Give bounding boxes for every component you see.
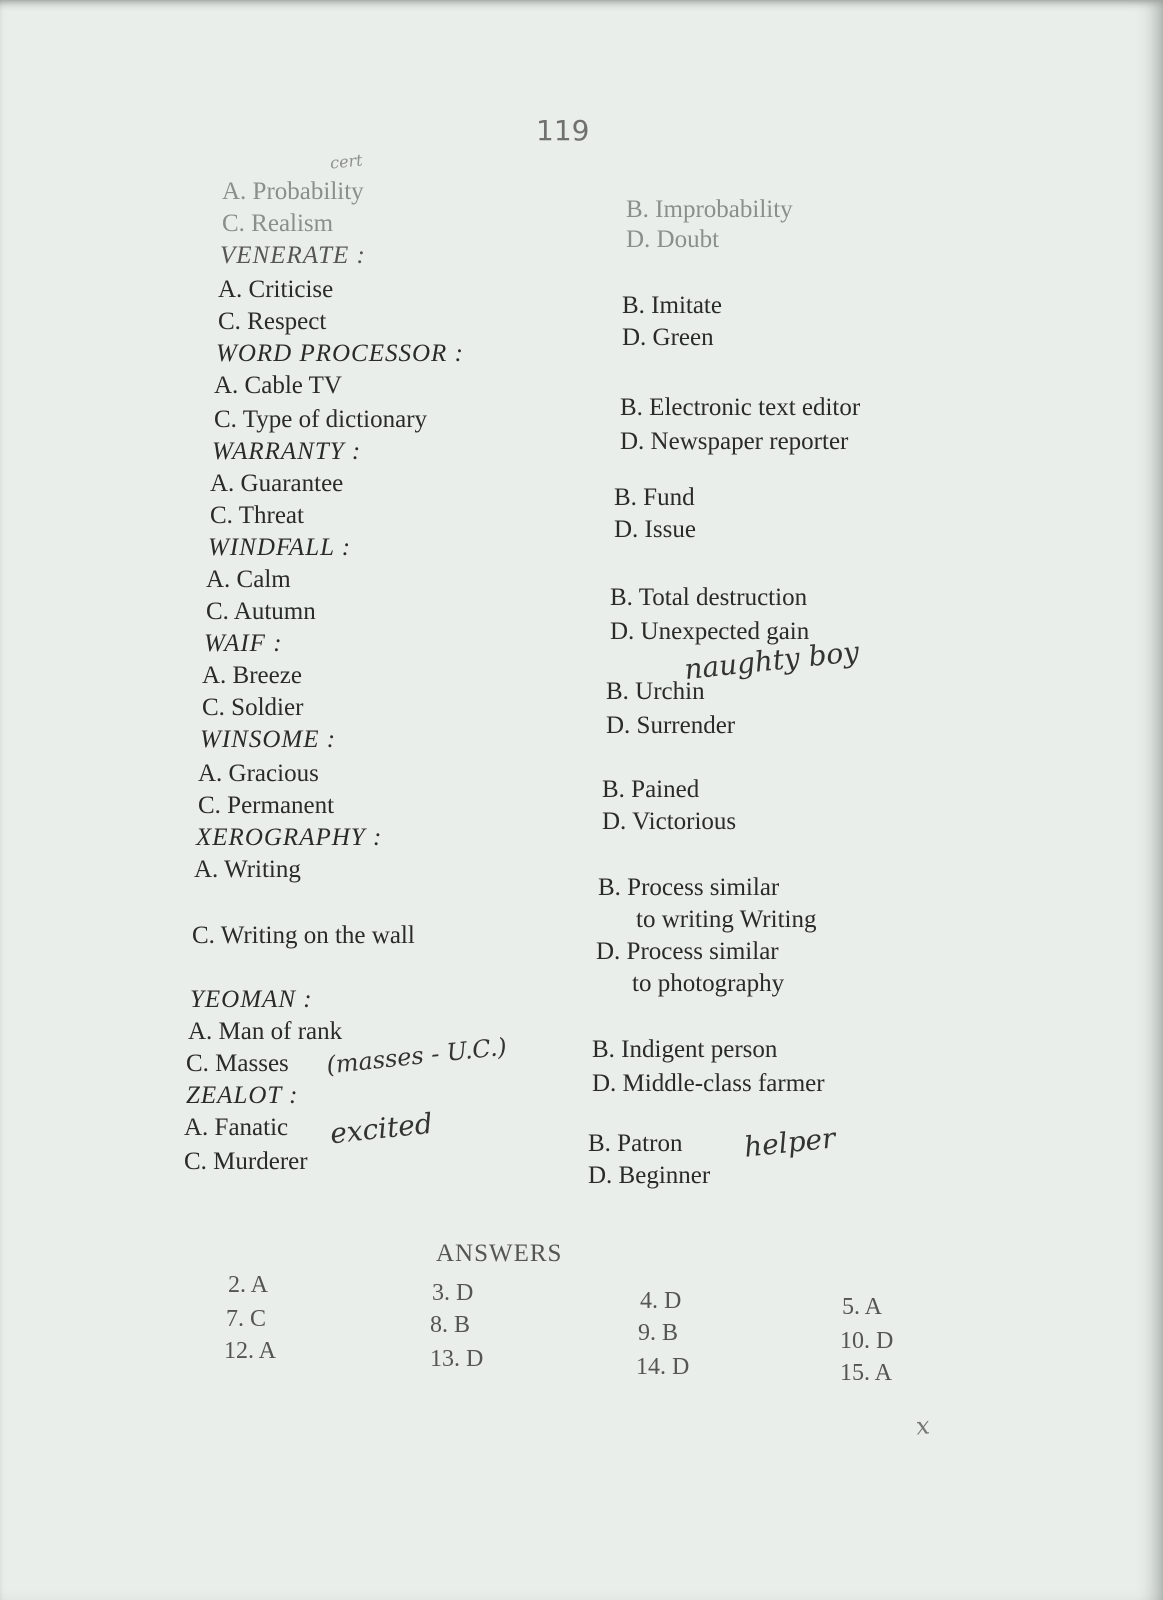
option-c: C. Permanent [198, 792, 335, 819]
option-d: D. Newspaper reporter [620, 428, 849, 455]
answer: 10. D [840, 1328, 894, 1354]
option-b: B. Fund [614, 484, 695, 511]
answers-heading: ANSWERS [436, 1240, 563, 1267]
option-d: D. Beginner [588, 1162, 711, 1189]
answer: 13. D [430, 1346, 484, 1372]
option-d: D. Surrender [606, 712, 736, 739]
answer: 8. B [430, 1312, 471, 1338]
option-d-continued: to photography [632, 970, 785, 997]
question-word: YEOMAN : [190, 986, 313, 1013]
question-word: WAIF : [204, 630, 283, 657]
question-word: WINDFALL : [208, 534, 352, 561]
answer: 9. B [638, 1320, 679, 1346]
answer: 5. A [842, 1294, 883, 1320]
option-b: B. Improbability [626, 196, 793, 223]
handwritten-note: naughty boy [682, 634, 861, 687]
handwritten-note: cert [329, 150, 364, 173]
option-b: B. Patron [588, 1130, 683, 1157]
option-c: C. Type of dictionary [214, 406, 428, 433]
option-b: B. Pained [602, 776, 700, 803]
question-word: ZEALOT : [186, 1082, 299, 1109]
answer: 15. A [840, 1360, 893, 1386]
option-a: A. Probability [222, 178, 364, 205]
option-c: C. Writing on the wall [192, 922, 415, 949]
option-c: C. Realism [222, 210, 334, 237]
answer: 3. D [432, 1280, 474, 1306]
answer: 4. D [640, 1288, 682, 1314]
option-d: D. Middle-class farmer [592, 1070, 825, 1097]
option-d: D. Issue [614, 516, 696, 543]
option-c: C. Murderer [184, 1148, 308, 1175]
option-c: C. Autumn [206, 598, 316, 625]
option-a: A. Man of rank [188, 1018, 343, 1045]
option-a: A. Criticise [218, 276, 334, 303]
option-d: D. Victorious [602, 808, 737, 835]
handwritten-note: excited [328, 1106, 435, 1151]
question-word: WORD PROCESSOR : [216, 340, 464, 367]
option-b: B. Process similar [598, 874, 780, 901]
question-word: WINSOME : [200, 726, 337, 753]
answer: 12. A [224, 1338, 277, 1364]
answer: 14. D [636, 1354, 690, 1380]
answer: 2. A [228, 1272, 269, 1298]
answer: 7. C [226, 1306, 267, 1332]
option-b: B. Indigent person [592, 1036, 778, 1063]
handwritten-note: (masses - U.C.) [325, 1032, 509, 1080]
option-b: B. Imitate [622, 292, 722, 319]
option-a: A. Cable TV [214, 372, 342, 399]
option-d: D. Process similar [596, 938, 779, 965]
handwritten-note: helper [742, 1121, 837, 1164]
handwritten-mark: x [914, 1411, 931, 1441]
question-word: VENERATE : [220, 242, 366, 269]
page-number: 119 [536, 114, 590, 147]
option-c: C. Threat [210, 502, 304, 529]
option-c: C. Soldier [202, 694, 304, 721]
option-b-continued: to writing Writing [636, 906, 817, 933]
option-c: C. Masses [186, 1050, 289, 1077]
option-b: B. Electronic text editor [620, 394, 861, 421]
option-a: A. Calm [206, 566, 291, 593]
option-a: A. Guarantee [210, 470, 344, 497]
option-a: A. Breeze [202, 662, 302, 689]
question-word: XEROGRAPHY : [196, 824, 383, 851]
option-d: D. Unexpected gain [610, 618, 810, 645]
question-word: WARRANTY : [212, 438, 362, 465]
option-c: C. Respect [218, 308, 327, 335]
option-a: A. Writing [194, 856, 301, 883]
option-b: B. Total destruction [610, 584, 808, 611]
option-d: D. Doubt [626, 226, 720, 253]
option-b: B. Urchin [606, 678, 705, 705]
option-a: A. Gracious [198, 760, 319, 787]
option-d: D. Green [622, 324, 714, 351]
option-a: A. Fanatic [184, 1114, 289, 1141]
